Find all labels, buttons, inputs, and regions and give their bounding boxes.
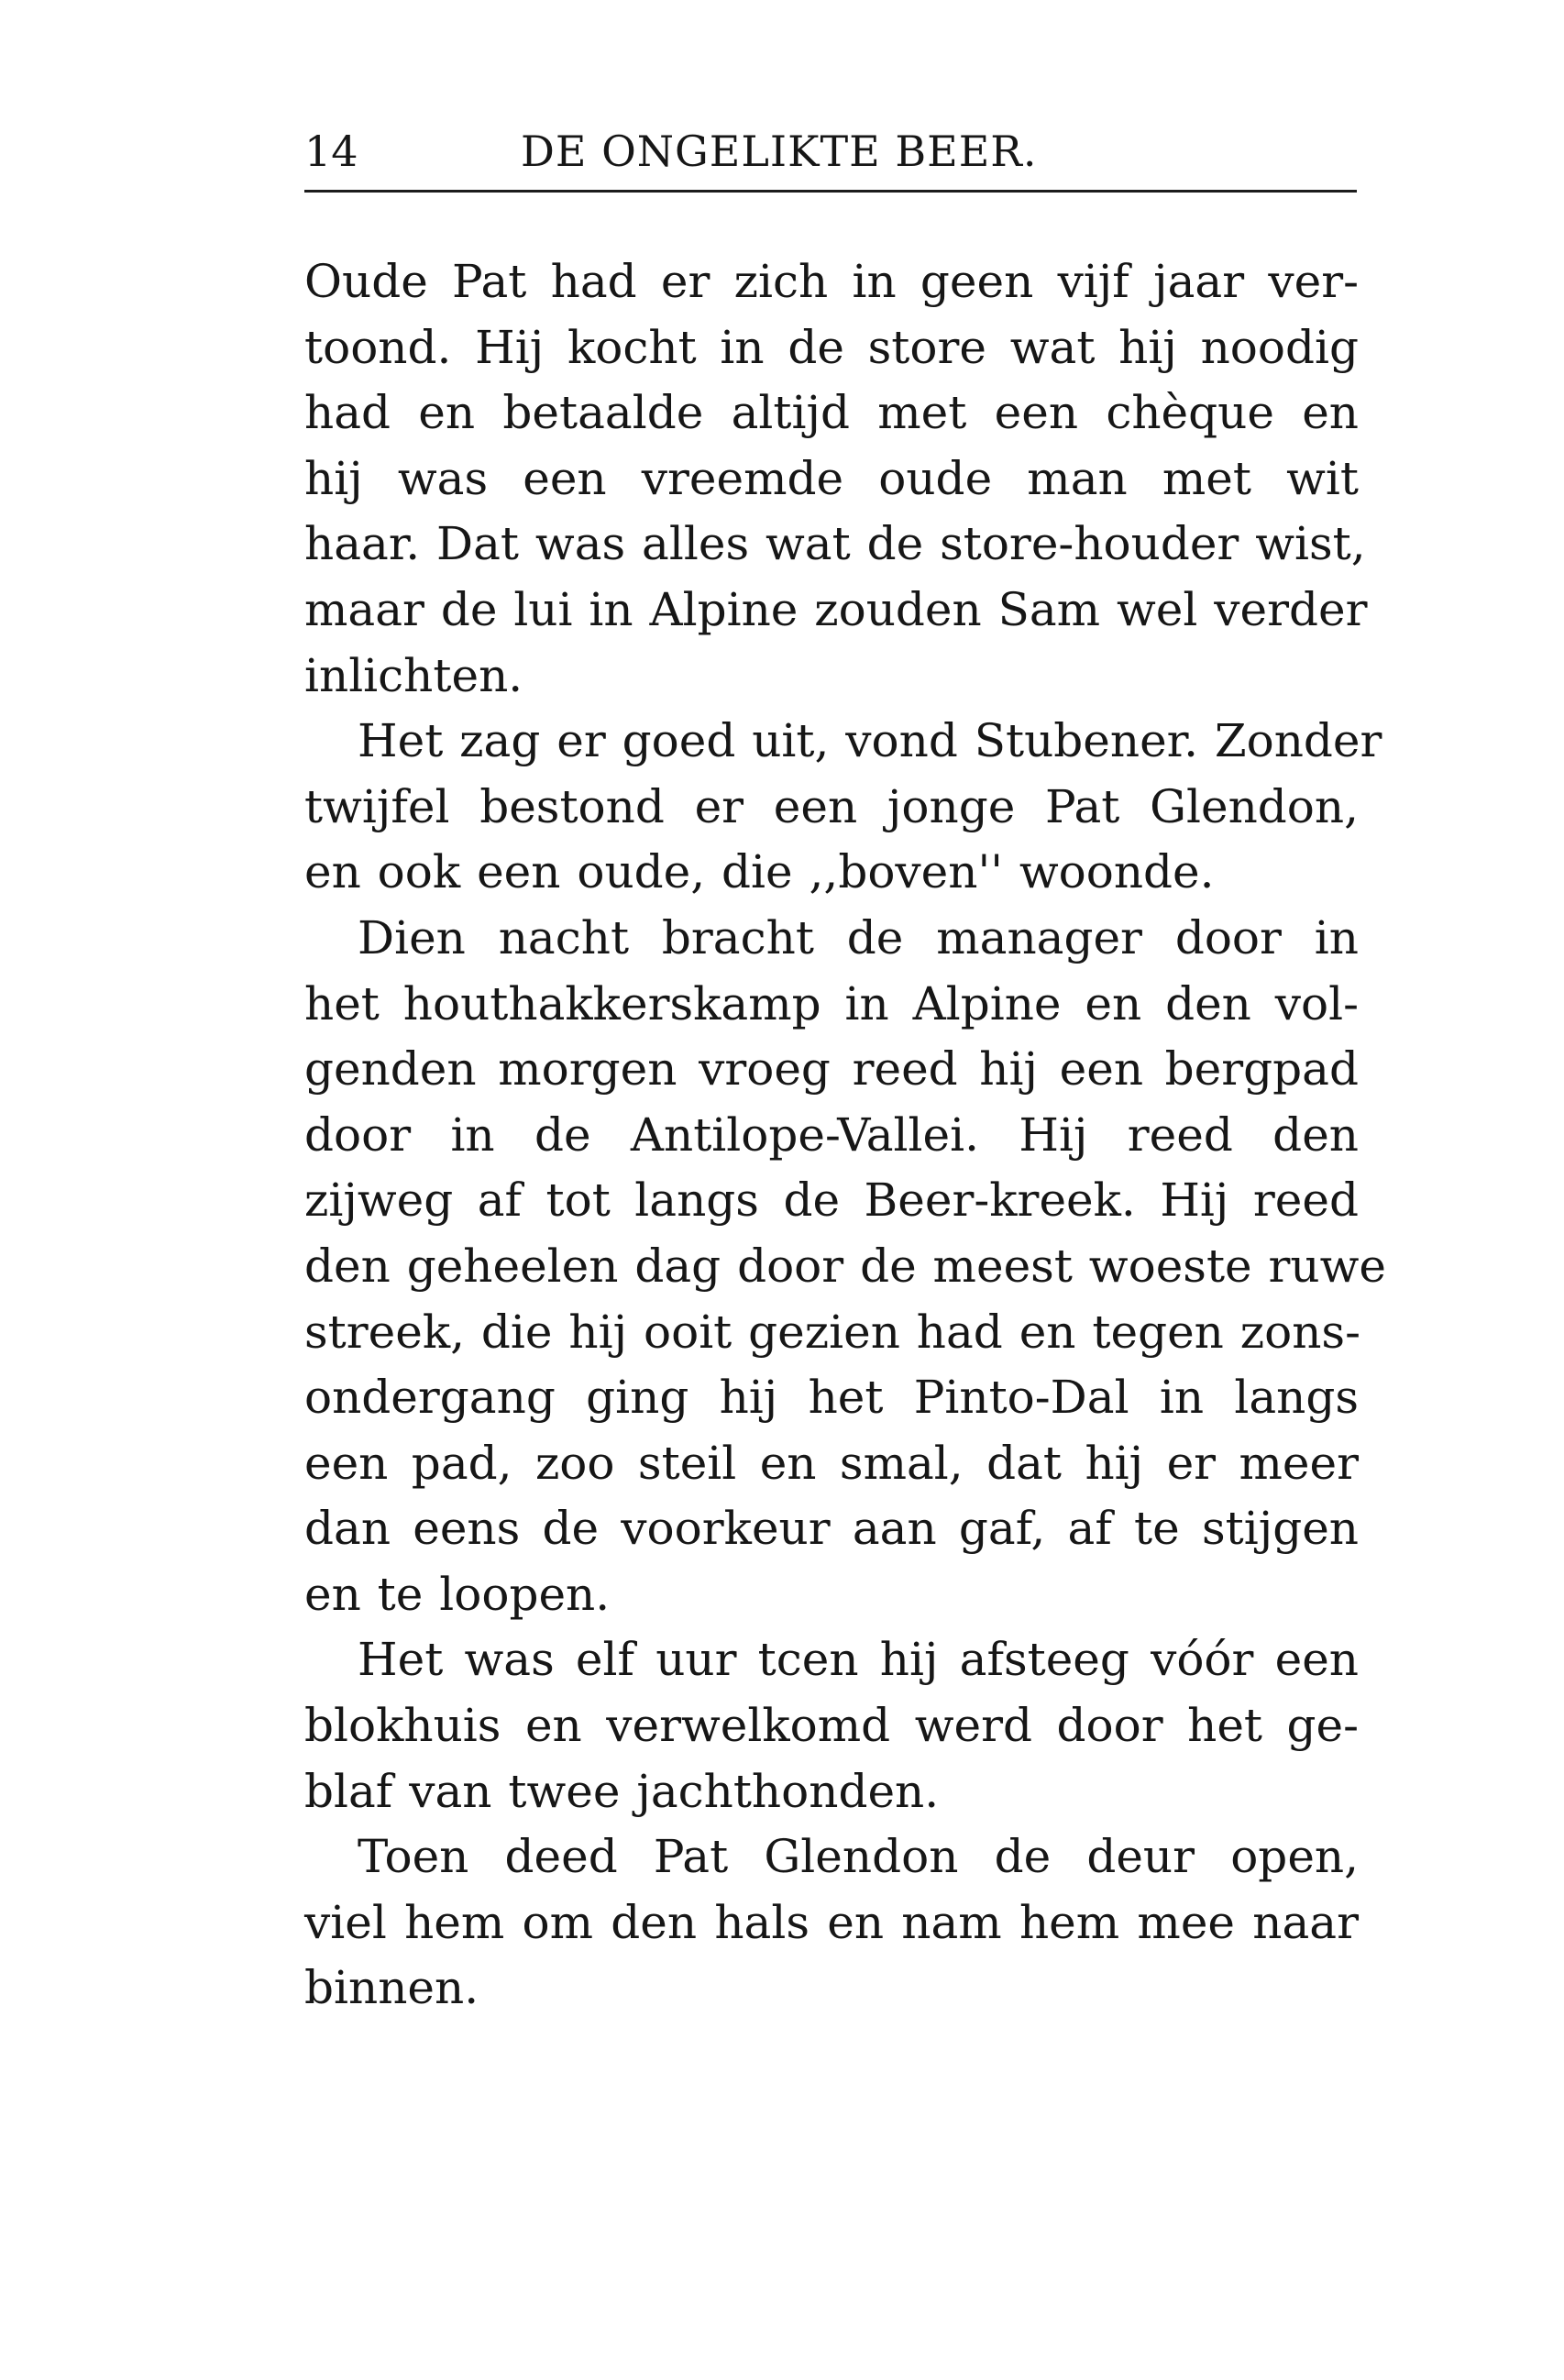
text-line: maar de lui in Alpine zouden Sam wel verder (304, 582, 1368, 636)
text-line: Het was elf uur tcen hij afsteeg vóór een (358, 1633, 1359, 1687)
text-line: ondergang ging hij het Pinto-Dal in langs (304, 1371, 1359, 1425)
text-line: dan eens de voorkeur aan gaf, af te stijgen (304, 1502, 1359, 1556)
page-number: 14 (304, 127, 358, 176)
running-title: DE ONGELIKTE BEER. (521, 127, 1038, 176)
text-line: Het zag er goed uit, vond Stubener. Zonder (358, 714, 1382, 768)
text-line: zijweg af tot langs de Beer-kreek. Hij reed (304, 1173, 1359, 1228)
text-line: Oude Pat had er zich in geen vijf jaar ver- (304, 255, 1359, 308)
text-line: het houthakkerskamp in Alpine en den vol- (304, 976, 1359, 1030)
text-line: door in de Antilope-Vallei. Hij reed den (304, 1107, 1359, 1162)
body-text (304, 249, 1387, 2022)
text-line: hij was een vreemde oude man met wit (304, 451, 1359, 505)
text-line: blokhuis en verwelkomd werd door het ge- (304, 1699, 1359, 1753)
text-line: genden morgen vroeg reed hij een bergpad (304, 1042, 1359, 1096)
text-line: en ook een oude, die ,,boven'' woonde. (304, 845, 1215, 899)
text-line: blaf van twee jachthonden. (304, 1764, 940, 1818)
text-line: toond. Hij kocht in de store wat hij noodig (304, 320, 1359, 374)
text-line: den geheelen dag door de meest woeste ruwe (304, 1239, 1387, 1293)
text-line: haar. Dat was alles wat de store-houder wist, (304, 517, 1366, 571)
text-line: had en betaalde altijd met een chèque en (304, 386, 1359, 440)
text-line: Toen deed Pat Glendon de deur open, (358, 1830, 1359, 1884)
page-header (304, 124, 1359, 190)
text-line: Dien nacht bracht de manager door in (358, 910, 1359, 964)
text-line: en te loopen. (304, 1567, 611, 1621)
header-rule (304, 190, 1357, 193)
text-line: inlichten. (304, 648, 523, 702)
text-line: viel hem om den hals en nam hem mee naar (304, 1895, 1359, 1949)
text-line: streek, die hij ooit gezien had en tegen zons- (304, 1305, 1360, 1359)
text-line: twijfel bestond er een jonge Pat Glendon, (304, 779, 1359, 833)
text-line: binnen. (304, 1961, 479, 2015)
text-line: een pad, zoo steil en smal, dat hij er meer (304, 1436, 1359, 1490)
